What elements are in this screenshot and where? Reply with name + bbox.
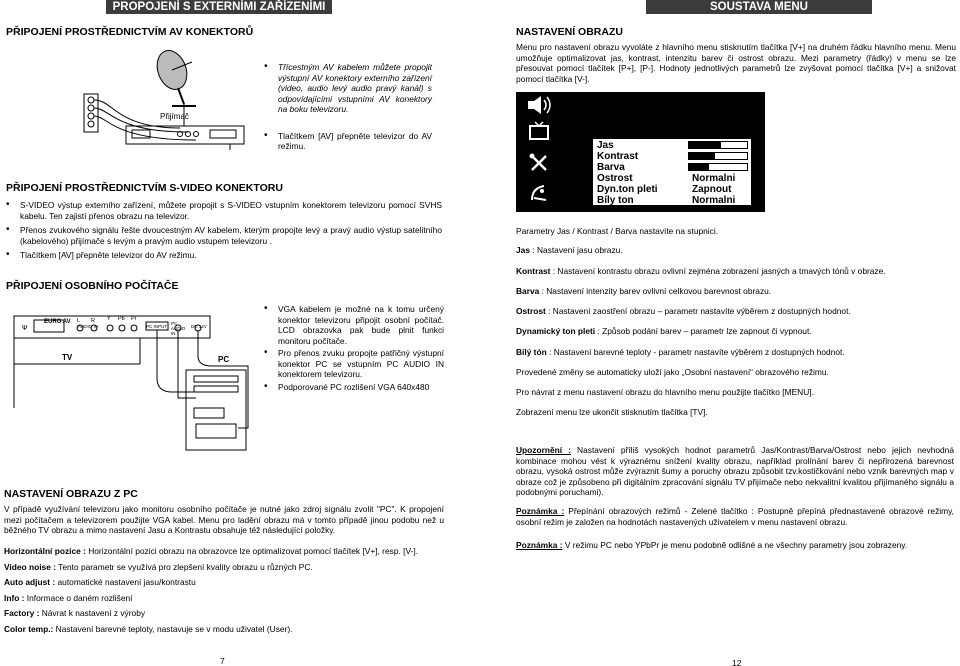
osd-slider-fill	[689, 142, 721, 148]
note-text: Přepínání obrazových režimů - Zelené tlačítko : Postupně přepíná přednastavené obrazové režimy, osobní režim je založen na hodnotách nastavených uživatelem v menu nastavení obrazu.	[516, 506, 954, 527]
picture-item-term: Bílý tón	[516, 347, 547, 357]
svideo-bullet: • S-VIDEO výstup externího zařízení, můžete propojit s S-VIDEO vstupním konektorem televizoru pomocí SVHS kabelu. Ten zajistí přenos obrazu na televizor.	[6, 200, 442, 221]
note-label: Poznámka :	[516, 506, 565, 516]
r-label: R	[91, 318, 95, 324]
left-section-banner: PROPOJENÍ S EXTERNÍMI ZAŘÍZENÍMI	[106, 0, 332, 14]
exit-note: Zobrazení menu lze ukončit stisknutím tlačítka [TV].	[516, 407, 708, 417]
picture-item	[516, 245, 623, 256]
pc-item	[4, 562, 444, 573]
picture-item-desc: : Nastavení jasu obrazu.	[529, 245, 623, 255]
pc-label: PC	[218, 355, 230, 364]
picture-item-term: Ostrost	[516, 306, 546, 316]
euro-av-label: EURO AV	[44, 319, 71, 325]
picture-item	[516, 286, 771, 297]
pc-bullet: • Pro přenos zvuku propojte patřičný výstupní konektor PC se vstupním PC AUDIO IN konektorem televizoru.	[264, 348, 444, 380]
picture-item-term: Kontrast	[516, 266, 551, 276]
osd-slider-fill	[689, 153, 715, 159]
picture-item-desc: : Nastavení barevné teploty - parametr nastavíte výběrem z dostupných hodnot.	[546, 347, 845, 357]
osd-slider	[688, 152, 748, 160]
pc-settings-intro: V případě využívání televizoru jako monitoru osobního počítače je nutné jako zdroj signálu zvolit "PC". K propojení mezi počítačem a televizorem použijte VGA kabel. Menu pro ladění obrazu má v tomto případě jinou podobu než u běžného TV obrazu a mimo nastavení Jasu a Kontrastu obsahuje též následující položky.	[4, 504, 444, 535]
tools-icon	[528, 152, 550, 174]
right-section-banner: SOUSTAVA MENU	[646, 0, 872, 14]
satellite-icon	[528, 182, 550, 204]
speaker-icon	[526, 94, 554, 116]
osd-slider	[688, 141, 748, 149]
osd-slider	[688, 163, 748, 171]
picture-item-desc: : Nastavení intenzity barev ovlivní celkovou barevnost obrazu.	[539, 286, 772, 296]
pc-items-list	[4, 546, 444, 634]
tv-screen-icon	[528, 120, 550, 142]
osd-row-label: Kontrast	[597, 151, 639, 162]
pc-item-desc: automatické nastavení jasu/kontrastu	[55, 577, 196, 587]
osd-row-value: Normalni	[692, 195, 736, 206]
osd-row-label: Barva	[597, 162, 625, 173]
picture-item	[516, 306, 851, 317]
osd-row-label: Bíly ton	[597, 195, 634, 206]
warning-text: Nastavení příliš vysokých hodnot parametrů Jas/Kontrast/Barva/Ostrost nebo jejich nevhodná kombinace mohou vést k výraznému snížení kvality obrazu, například prolínání barev či nepřirozená barevnost obrazu, vysoká ostrost může zvýraznit šumy a poruchy obrazu způsobit tzv.kostičkování nebo vznik barevných map v obraze což je způsobeno při digitálním zpracování signálu TV přijímače nebo nekvalitní kvalitou přijímaného signálu a podobnými poruchami).	[516, 445, 954, 497]
pc-item-desc: Informace o daném rozlišení	[24, 592, 133, 603]
picture-item-desc: : Způsob podání barev – parametr lze zapnout či vypnout.	[595, 326, 812, 336]
tv-label: TV	[62, 353, 73, 362]
return-note: Pro návrat z menu nastavení obrazu do hlavního menu použijte tlačítko [MENU].	[516, 387, 814, 397]
note-label: Poznámka :	[516, 540, 563, 550]
svideo-bullet: • Tlačítkem [AV] přepněte televizor do AV režimu.	[6, 250, 442, 261]
pc-bullet: • VGA kabelem je možné na k tomu určený konektor televizoru připojit osobní počítač. LCD obrazovka pak bude plnit funkci monitoru počítače.	[264, 304, 444, 346]
osd-row-label: Dyn.ton pleti	[597, 184, 658, 195]
pc-bullet: • Podporované PC rozlišení VGA 640x480	[264, 382, 444, 393]
l-label: L	[77, 318, 81, 324]
pc-connection-figure	[12, 308, 258, 454]
dc-label: DC 12V	[191, 324, 207, 329]
picture-settings-heading: NASTAVENÍ OBRAZU	[516, 26, 623, 38]
save-note: Provedené změny se automaticky uloží jako „Osobní nastavení“ obrazového režimu.	[516, 367, 829, 377]
pr-label: Pr	[131, 316, 137, 322]
pc-settings-heading: NASTAVENÍ OBRAZU Z PC	[4, 488, 138, 500]
pc-heading: PŘIPOJENÍ OSOBNÍHO POČÍTAČE	[6, 280, 179, 292]
pc-item	[4, 577, 444, 588]
pc-item-term: Horizontální pozice :	[4, 546, 86, 556]
note-paragraph	[516, 506, 954, 527]
pc-item-desc: Nastavení barevné teploty, nastavuje se v modu uživatel (User).	[53, 623, 293, 634]
picture-settings-intro: Menu pro nastavení obrazu vyvoláte z hlavního menu stisknutím tlačítka [V+] na druhém řádku hlavního menu. Menu umožňuje optimalizovat jas, kontrast, intenzitu barev či ostrost obrazu. Mezi parametry (řádky) v menu se lze přesouvat pomocí tlačítek [P+], [P-]. Hodnoty jednotlivých parametrů lze zvyšovat pomocí tlačítka [V+] a snižovat pomocí tlačítka [V-].	[516, 42, 956, 84]
pc-audio-in-label: PC AUDIO IN	[171, 321, 186, 336]
svideo-heading: PŘIPOJENÍ PROSTŘEDNICTVÍM S-VIDEO KONEKTORU	[6, 182, 283, 194]
audio-in-label: AUDIO IN	[78, 324, 99, 329]
y-label: Y	[107, 316, 111, 322]
pc-bullets	[264, 304, 444, 398]
pc-item	[4, 624, 444, 635]
pc-item-term: Factory :	[4, 608, 40, 618]
svideo-bullets	[6, 200, 442, 267]
pc-item-desc: Horizontální pozici obrazu na obrazovce lze optimalizovat pomocí tlačítek [V+], resp. [V-].	[85, 546, 419, 556]
av-heading: PŘIPOJENÍ PROSTŘEDNICTVÍM AV KONEKTORŮ	[6, 26, 254, 38]
pc-item	[4, 593, 444, 604]
av-bullet: • Třícestným AV kabelem můžete propojit výstupní AV konektory externího zařízení (video, audio levý audio pravý kanál) s odpovídajícími vstupními AV konektory na boku televizoru.	[264, 62, 432, 115]
picture-item-desc: : Nastavení zaostření obrazu – parametr nastavíte výběrem z dostupných hodnot.	[545, 306, 851, 316]
pc-item-term: Info :	[4, 592, 25, 603]
osd-row-value: Zapnout	[692, 184, 732, 195]
pc-item-term: Video noise :	[4, 561, 56, 572]
svideo-bullet: • Přenos zvukového signálu řešte dvoucestným AV kabelem, kterým propojte levý a pravý audio výstup satelitního (kabelového) přijímače s levým a pravým audio vstupem televizoru .	[6, 225, 442, 246]
receiver-label: Přijímač	[160, 112, 189, 121]
osd-row-label: Ostrost	[597, 173, 633, 184]
warning-paragraph	[516, 445, 954, 498]
warning-label: Upozornění :	[516, 445, 571, 455]
pc-item-desc: Tento parametr se využívá pro zlepšení kvality obrazu u různých PC.	[55, 561, 313, 572]
picture-item	[516, 266, 886, 277]
left-page-number: 7	[220, 656, 225, 666]
picture-item-term: Jas	[516, 245, 530, 255]
right-page-number: 12	[732, 658, 742, 666]
pb-label: Pb	[118, 316, 125, 322]
pc-item-desc: Návrat k nastavení z výroby	[39, 608, 146, 618]
params-line: Parametry Jas / Kontrast / Barva nastavíte na stupnici.	[516, 226, 719, 236]
osd-row-label: Jas	[597, 140, 614, 151]
pc-input-label: PC INPUT	[146, 324, 168, 329]
osd-row-value: Normalni	[692, 173, 736, 184]
note-paragraph	[516, 540, 954, 551]
picture-item	[516, 347, 845, 358]
pc-item-term: Auto adjust :	[4, 577, 56, 587]
av-connection-figure	[80, 44, 250, 152]
pc-item-term: Color temp.:	[4, 623, 54, 634]
note-text: V režimu PC nebo YPbPr je menu podobně odlišné a ne všechny parametry jsou zobrazeny.	[562, 540, 908, 550]
av-bullet: • Tlačítkem [AV] přepněte televizor do AV režimu.	[264, 131, 432, 152]
picture-item-desc: : Nastavení kontrastu obrazu ovlivní zejména zobrazení jasných a tmavých tónů v obraze.	[550, 266, 886, 276]
osd-slider-fill	[689, 164, 709, 170]
picture-item-term: Dynamický ton pleti	[516, 326, 596, 336]
pc-item	[4, 608, 444, 619]
picture-item-term: Barva	[516, 286, 540, 296]
picture-item	[516, 326, 812, 337]
av-bullets	[264, 62, 432, 158]
pc-item	[4, 546, 444, 557]
svg-text:Ψ: Ψ	[22, 324, 28, 332]
